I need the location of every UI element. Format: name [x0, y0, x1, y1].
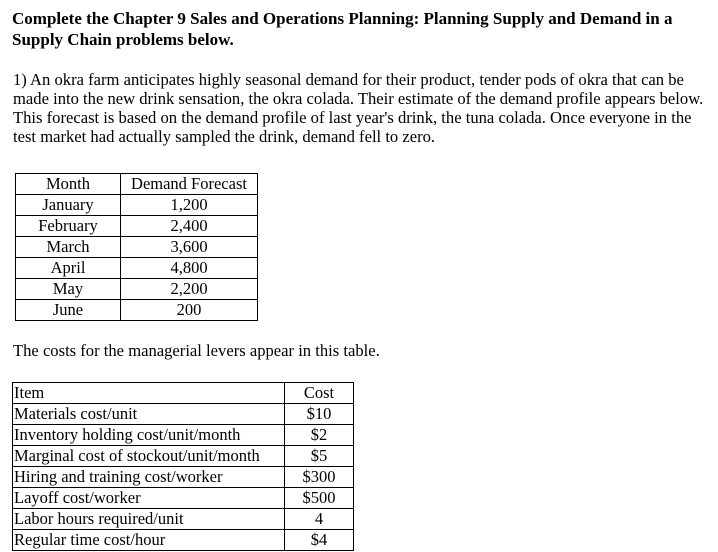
costs-intro-text: The costs for the managerial levers appear in this table.	[13, 341, 380, 360]
table-row	[13, 467, 354, 488]
problem-1-text	[13, 70, 713, 146]
item-cell: Regular time cost/hour	[13, 530, 285, 551]
table-row	[16, 216, 258, 237]
table-row	[16, 195, 258, 216]
forecast-cell: 2,200	[121, 279, 258, 300]
month-cell: May	[16, 279, 121, 300]
header-month: Month	[16, 174, 121, 195]
cost-levers-table	[12, 382, 354, 551]
item-cell: Marginal cost of stockout/unit/month	[13, 446, 285, 467]
month-cell: January	[16, 195, 121, 216]
table-row	[13, 509, 354, 530]
demand-forecast-table	[15, 173, 258, 321]
header-cost: Cost	[285, 383, 354, 404]
cost-cell: $300	[285, 467, 354, 488]
month-cell: April	[16, 258, 121, 279]
table-row	[16, 237, 258, 258]
cost-cell: 4	[285, 509, 354, 530]
forecast-cell: 2,400	[121, 216, 258, 237]
table-row	[13, 404, 354, 425]
cost-cell: $10	[285, 404, 354, 425]
cost-cell: $2	[285, 425, 354, 446]
header-demand-forecast: Demand Forecast	[121, 174, 258, 195]
problem-set-heading: Complete the Chapter 9 Sales and Operations Planning: Planning Supply and Demand in a Supply Chain problems below.	[12, 9, 673, 49]
table-header-row	[16, 174, 258, 195]
item-cell: Layoff cost/worker	[13, 488, 285, 509]
table-row	[13, 488, 354, 509]
forecast-cell: 4,800	[121, 258, 258, 279]
table-row	[16, 279, 258, 300]
item-cell: Hiring and training cost/worker	[13, 467, 285, 488]
cost-cell: $5	[285, 446, 354, 467]
table-row	[13, 530, 354, 551]
table-row	[16, 258, 258, 279]
table-header-row	[13, 383, 354, 404]
item-cell: Materials cost/unit	[13, 404, 285, 425]
header-item: Item	[13, 383, 285, 404]
forecast-cell: 1,200	[121, 195, 258, 216]
forecast-cell: 3,600	[121, 237, 258, 258]
cost-cell: $500	[285, 488, 354, 509]
table-row	[16, 300, 258, 321]
table-row	[13, 425, 354, 446]
item-cell: Labor hours required/unit	[13, 509, 285, 530]
problem-1-paragraph: 1) An okra farm anticipates highly seasonal demand for their product, tender pods of okra that can be made into the new drink sensation, the okra colada. Their estimate of the demand profile appears below. This forecast is based on the demand profile of last year's drink, the tuna colada. Once everyone in the test market had actually sampled the drink, demand fell to zero.	[13, 70, 704, 146]
month-cell: February	[16, 216, 121, 237]
table-row	[13, 446, 354, 467]
month-cell: March	[16, 237, 121, 258]
cost-cell: $4	[285, 530, 354, 551]
item-cell: Inventory holding cost/unit/month	[13, 425, 285, 446]
month-cell: June	[16, 300, 121, 321]
forecast-cell: 200	[121, 300, 258, 321]
